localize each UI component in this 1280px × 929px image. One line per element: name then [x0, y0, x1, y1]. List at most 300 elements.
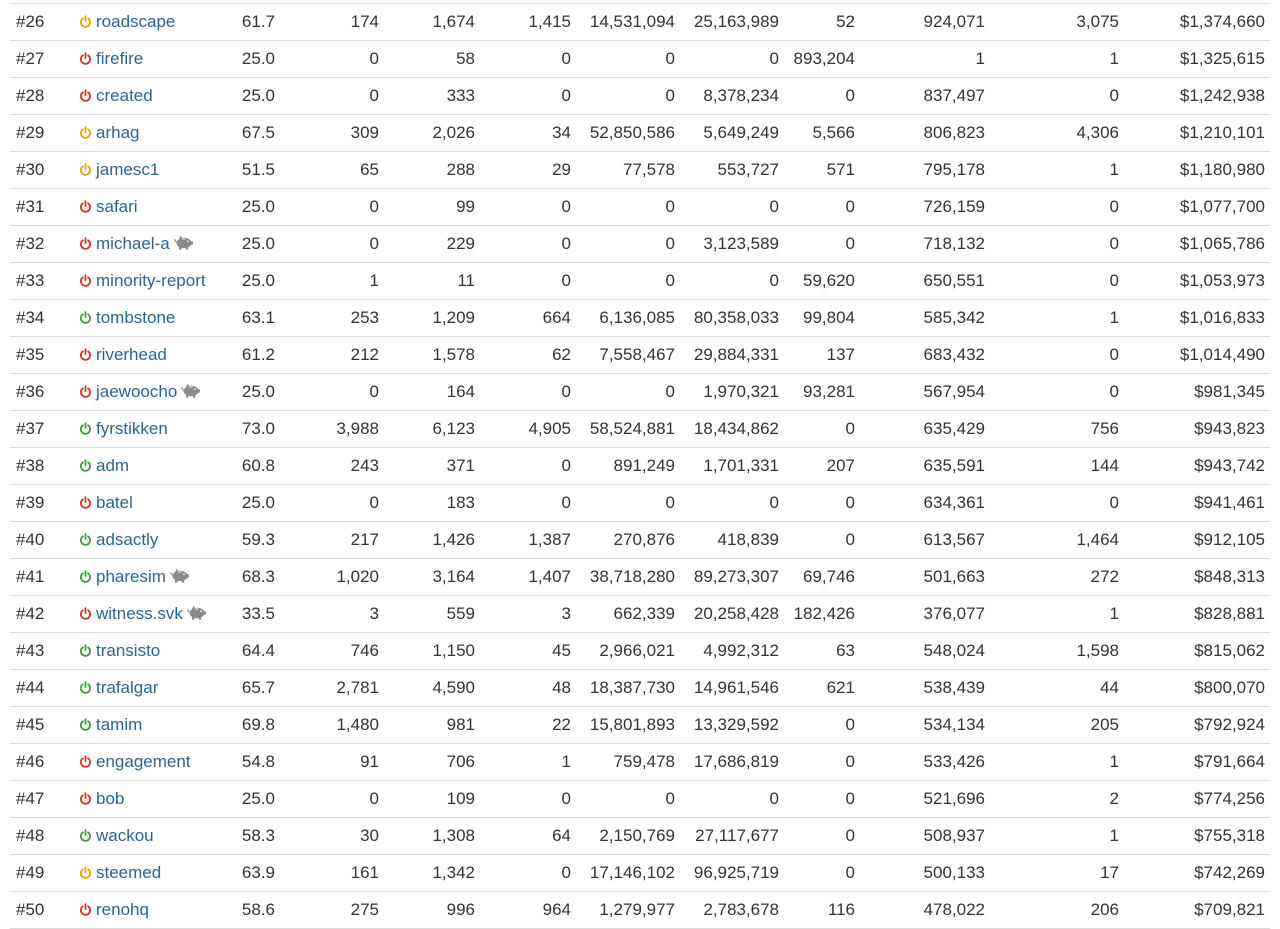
col-col5-cell: 2,150,769 [576, 818, 680, 855]
col-col4-cell: 34 [480, 115, 576, 152]
col-value-cell: $1,242,938 [1124, 78, 1270, 115]
col-col9-cell: 44 [990, 670, 1124, 707]
col-col4-cell: 4,905 [480, 411, 576, 448]
col-value-cell: $943,823 [1124, 411, 1270, 448]
col-col4-cell: 45 [480, 633, 576, 670]
username-link[interactable]: engagement [96, 752, 191, 771]
col-score-cell: 25.0 [220, 781, 280, 818]
piggy-bank-icon [186, 605, 207, 620]
rank-cell: #44 [10, 670, 74, 707]
col-col4-cell: 29 [480, 152, 576, 189]
rank-cell: #26 [10, 4, 74, 41]
user-cell [74, 781, 220, 818]
col-value-cell: $755,318 [1124, 818, 1270, 855]
col-value-cell: $828,881 [1124, 596, 1270, 633]
col-col8-cell: 650,551 [860, 263, 990, 300]
username-link[interactable]: tombstone [96, 308, 176, 327]
rank-cell: #37 [10, 411, 74, 448]
col-col4-cell: 0 [480, 855, 576, 892]
col-col2-cell: 65 [280, 152, 384, 189]
col-score-cell: 25.0 [220, 263, 280, 300]
power-status-icon [79, 420, 92, 433]
col-col2-cell: 0 [280, 485, 384, 522]
col-col3-cell: 3,164 [384, 559, 480, 596]
col-col8-cell: 500,133 [860, 855, 990, 892]
table-row [10, 226, 1270, 263]
col-col9-cell: 4,306 [990, 115, 1124, 152]
user-cell [74, 633, 220, 670]
table-row [10, 189, 1270, 226]
col-col7-cell: 137 [784, 337, 860, 374]
power-status-icon [79, 827, 92, 840]
col-score-cell: 54.8 [220, 744, 280, 781]
col-col4-cell: 0 [480, 485, 576, 522]
col-col4-cell: 0 [480, 781, 576, 818]
col-col9-cell: 1,598 [990, 633, 1124, 670]
col-score-cell: 68.3 [220, 559, 280, 596]
col-score-cell: 59.3 [220, 522, 280, 559]
table-row [10, 4, 1270, 41]
table-row [10, 300, 1270, 337]
table-row [10, 892, 1270, 929]
col-col6-cell: 14,961,546 [680, 670, 784, 707]
col-col3-cell: 1,342 [384, 855, 480, 892]
user-cell [74, 4, 220, 41]
col-score-cell: 69.8 [220, 707, 280, 744]
col-col6-cell: 1,701,331 [680, 448, 784, 485]
col-col9-cell: 144 [990, 448, 1124, 485]
username-link[interactable]: roadscape [96, 12, 176, 31]
col-col2-cell: 1,480 [280, 707, 384, 744]
col-score-cell: 67.5 [220, 115, 280, 152]
col-col5-cell: 0 [576, 263, 680, 300]
col-col6-cell: 0 [680, 41, 784, 78]
col-col9-cell: 0 [990, 189, 1124, 226]
power-status-icon [79, 87, 92, 100]
power-status-icon [79, 790, 92, 803]
power-status-icon [79, 235, 92, 248]
power-status-icon [79, 901, 92, 914]
col-col5-cell: 0 [576, 485, 680, 522]
col-col2-cell: 217 [280, 522, 384, 559]
col-col3-cell: 6,123 [384, 411, 480, 448]
col-col2-cell: 0 [280, 226, 384, 263]
power-status-icon [79, 13, 92, 26]
rank-cell: #36 [10, 374, 74, 411]
rank-cell: #41 [10, 559, 74, 596]
power-status-icon [79, 309, 92, 322]
user-cell [74, 337, 220, 374]
username-link[interactable]: michael-a [96, 234, 170, 253]
table-row [10, 337, 1270, 374]
col-col4-cell: 62 [480, 337, 576, 374]
col-col8-cell: 1 [860, 41, 990, 78]
col-col2-cell: 0 [280, 374, 384, 411]
col-col3-cell: 1,308 [384, 818, 480, 855]
col-col4-cell: 1,387 [480, 522, 576, 559]
user-cell [74, 115, 220, 152]
col-col3-cell: 99 [384, 189, 480, 226]
col-col2-cell: 3,988 [280, 411, 384, 448]
col-col6-cell: 17,686,819 [680, 744, 784, 781]
col-col7-cell: 0 [784, 189, 860, 226]
col-col9-cell: 17 [990, 855, 1124, 892]
col-col7-cell: 59,620 [784, 263, 860, 300]
user-cell [74, 744, 220, 781]
col-col5-cell: 891,249 [576, 448, 680, 485]
col-col3-cell: 2,026 [384, 115, 480, 152]
col-value-cell: $1,065,786 [1124, 226, 1270, 263]
col-col3-cell: 11 [384, 263, 480, 300]
col-col7-cell: 0 [784, 78, 860, 115]
user-cell [74, 596, 220, 633]
col-col8-cell: 567,954 [860, 374, 990, 411]
col-col3-cell: 109 [384, 781, 480, 818]
col-col8-cell: 534,134 [860, 707, 990, 744]
table-row [10, 78, 1270, 115]
col-value-cell: $1,325,615 [1124, 41, 1270, 78]
username-link[interactable]: safari [96, 197, 138, 216]
col-col4-cell: 0 [480, 448, 576, 485]
col-col9-cell: 1 [990, 818, 1124, 855]
rank-cell: #40 [10, 522, 74, 559]
rank-cell: #45 [10, 707, 74, 744]
col-col4-cell: 3 [480, 596, 576, 633]
col-col9-cell: 205 [990, 707, 1124, 744]
rank-cell: #34 [10, 300, 74, 337]
rank-cell: #35 [10, 337, 74, 374]
col-value-cell: $815,062 [1124, 633, 1270, 670]
col-col8-cell: 508,937 [860, 818, 990, 855]
col-col8-cell: 585,342 [860, 300, 990, 337]
power-status-icon [79, 716, 92, 729]
user-cell [74, 485, 220, 522]
col-col5-cell: 15,801,893 [576, 707, 680, 744]
user-cell [74, 818, 220, 855]
rank-cell: #47 [10, 781, 74, 818]
col-col2-cell: 309 [280, 115, 384, 152]
col-col9-cell: 0 [990, 226, 1124, 263]
col-col8-cell: 726,159 [860, 189, 990, 226]
col-col5-cell: 0 [576, 189, 680, 226]
col-col6-cell: 0 [680, 263, 784, 300]
col-col2-cell: 174 [280, 4, 384, 41]
col-col3-cell: 58 [384, 41, 480, 78]
col-col2-cell: 212 [280, 337, 384, 374]
col-col9-cell: 1 [990, 596, 1124, 633]
col-col5-cell: 2,966,021 [576, 633, 680, 670]
power-status-icon [79, 124, 92, 137]
username-link[interactable]: firefire [96, 49, 144, 68]
col-col7-cell: 0 [784, 744, 860, 781]
col-value-cell: $848,313 [1124, 559, 1270, 596]
col-value-cell: $1,180,980 [1124, 152, 1270, 189]
user-cell [74, 522, 220, 559]
username-link[interactable]: batel [96, 493, 133, 512]
col-col7-cell: 0 [784, 855, 860, 892]
col-col7-cell: 52 [784, 4, 860, 41]
col-col3-cell: 1,426 [384, 522, 480, 559]
col-col5-cell: 0 [576, 374, 680, 411]
col-col3-cell: 706 [384, 744, 480, 781]
username-link[interactable]: arhag [96, 123, 140, 142]
col-col5-cell: 1,279,977 [576, 892, 680, 929]
username-link[interactable]: trafalgar [96, 678, 159, 697]
col-value-cell: $1,053,973 [1124, 263, 1270, 300]
col-col6-cell: 29,884,331 [680, 337, 784, 374]
col-value-cell: $1,374,660 [1124, 4, 1270, 41]
rank-cell: #33 [10, 263, 74, 300]
table-row [10, 670, 1270, 707]
col-col3-cell: 1,209 [384, 300, 480, 337]
col-col9-cell: 1,464 [990, 522, 1124, 559]
username-link[interactable]: fyrstikken [96, 419, 168, 438]
col-col4-cell: 0 [480, 263, 576, 300]
username-link[interactable]: transisto [96, 641, 161, 660]
col-col9-cell: 0 [990, 337, 1124, 374]
col-col9-cell: 0 [990, 485, 1124, 522]
username-link[interactable]: pharesim [96, 567, 166, 586]
col-col6-cell: 418,839 [680, 522, 784, 559]
col-col6-cell: 13,329,592 [680, 707, 784, 744]
username-link[interactable]: adsactly [96, 530, 159, 549]
col-col7-cell: 69,746 [784, 559, 860, 596]
username-link[interactable]: adm [96, 456, 130, 475]
col-col9-cell: 1 [990, 744, 1124, 781]
table-row [10, 855, 1270, 892]
col-col2-cell: 746 [280, 633, 384, 670]
col-col3-cell: 164 [384, 374, 480, 411]
col-col6-cell: 89,273,307 [680, 559, 784, 596]
username-link[interactable]: wackou [96, 826, 154, 845]
col-col7-cell: 63 [784, 633, 860, 670]
col-col8-cell: 501,663 [860, 559, 990, 596]
table-row [10, 781, 1270, 818]
col-col2-cell: 0 [280, 781, 384, 818]
col-score-cell: 63.1 [220, 300, 280, 337]
col-col2-cell: 30 [280, 818, 384, 855]
col-col7-cell: 0 [784, 226, 860, 263]
table-row [10, 374, 1270, 411]
table-row [10, 818, 1270, 855]
power-status-icon [79, 383, 92, 396]
col-col6-cell: 20,258,428 [680, 596, 784, 633]
col-score-cell: 60.8 [220, 448, 280, 485]
col-col4-cell: 1 [480, 744, 576, 781]
username-link[interactable]: steemed [96, 863, 162, 882]
col-col3-cell: 4,590 [384, 670, 480, 707]
col-col3-cell: 1,578 [384, 337, 480, 374]
col-col7-cell: 893,204 [784, 41, 860, 78]
col-col8-cell: 635,591 [860, 448, 990, 485]
table-row [10, 485, 1270, 522]
col-col6-cell: 80,358,033 [680, 300, 784, 337]
col-col5-cell: 759,478 [576, 744, 680, 781]
user-cell [74, 448, 220, 485]
piggy-bank-icon [173, 235, 194, 250]
col-col5-cell: 270,876 [576, 522, 680, 559]
col-col8-cell: 376,077 [860, 596, 990, 633]
col-col3-cell: 996 [384, 892, 480, 929]
table-row [10, 115, 1270, 152]
username-link[interactable]: jamesc1 [96, 160, 160, 179]
user-cell [74, 41, 220, 78]
col-col6-cell: 2,783,678 [680, 892, 784, 929]
col-col5-cell: 0 [576, 41, 680, 78]
user-cell [74, 374, 220, 411]
col-col6-cell: 96,925,719 [680, 855, 784, 892]
col-value-cell: $1,016,833 [1124, 300, 1270, 337]
table-row [10, 596, 1270, 633]
col-col3-cell: 288 [384, 152, 480, 189]
col-score-cell: 25.0 [220, 41, 280, 78]
col-col5-cell: 6,136,085 [576, 300, 680, 337]
col-col6-cell: 27,117,677 [680, 818, 784, 855]
col-col8-cell: 533,426 [860, 744, 990, 781]
col-col4-cell: 0 [480, 374, 576, 411]
col-col4-cell: 1,415 [480, 4, 576, 41]
piggy-bank-icon [169, 568, 190, 583]
col-col2-cell: 91 [280, 744, 384, 781]
col-col5-cell: 18,387,730 [576, 670, 680, 707]
leaderboard-table [10, 4, 1270, 929]
col-col6-cell: 18,434,862 [680, 411, 784, 448]
col-col5-cell: 7,558,467 [576, 337, 680, 374]
user-cell [74, 78, 220, 115]
username-link[interactable]: renohq [96, 900, 149, 919]
col-col8-cell: 806,823 [860, 115, 990, 152]
col-col5-cell: 14,531,094 [576, 4, 680, 41]
col-value-cell: $981,345 [1124, 374, 1270, 411]
col-col9-cell: 1 [990, 152, 1124, 189]
col-score-cell: 65.7 [220, 670, 280, 707]
col-col3-cell: 1,674 [384, 4, 480, 41]
col-score-cell: 58.3 [220, 818, 280, 855]
username-link[interactable]: tamim [96, 715, 143, 734]
col-col8-cell: 538,439 [860, 670, 990, 707]
col-col5-cell: 77,578 [576, 152, 680, 189]
col-col4-cell: 0 [480, 189, 576, 226]
col-score-cell: 25.0 [220, 189, 280, 226]
col-col5-cell: 0 [576, 226, 680, 263]
user-cell [74, 263, 220, 300]
col-col6-cell: 3,123,589 [680, 226, 784, 263]
username-link[interactable]: riverhead [96, 345, 167, 364]
col-col2-cell: 161 [280, 855, 384, 892]
user-cell [74, 855, 220, 892]
power-status-icon [79, 864, 92, 877]
col-col6-cell: 5,649,249 [680, 115, 784, 152]
col-col5-cell: 17,146,102 [576, 855, 680, 892]
col-col7-cell: 116 [784, 892, 860, 929]
power-status-icon [79, 198, 92, 211]
username-link[interactable]: created [96, 86, 153, 105]
col-col8-cell: 521,696 [860, 781, 990, 818]
col-value-cell: $742,269 [1124, 855, 1270, 892]
col-value-cell: $943,742 [1124, 448, 1270, 485]
col-col3-cell: 1,150 [384, 633, 480, 670]
col-col3-cell: 333 [384, 78, 480, 115]
username-link[interactable]: minority-report [96, 271, 206, 290]
table-body [10, 4, 1270, 929]
col-col3-cell: 981 [384, 707, 480, 744]
col-score-cell: 51.5 [220, 152, 280, 189]
col-col9-cell: 2 [990, 781, 1124, 818]
rank-cell: #49 [10, 855, 74, 892]
user-cell [74, 707, 220, 744]
col-col8-cell: 837,497 [860, 78, 990, 115]
col-col9-cell: 3,075 [990, 4, 1124, 41]
table-row [10, 263, 1270, 300]
col-col6-cell: 553,727 [680, 152, 784, 189]
col-col8-cell: 613,567 [860, 522, 990, 559]
col-col4-cell: 0 [480, 78, 576, 115]
col-score-cell: 63.9 [220, 855, 280, 892]
username-link[interactable]: jaewoocho [96, 382, 178, 401]
rank-cell: #30 [10, 152, 74, 189]
col-col7-cell: 5,566 [784, 115, 860, 152]
col-col6-cell: 8,378,234 [680, 78, 784, 115]
rank-cell: #46 [10, 744, 74, 781]
col-value-cell: $800,070 [1124, 670, 1270, 707]
rank-cell: #39 [10, 485, 74, 522]
power-status-icon [79, 605, 92, 618]
col-col2-cell: 0 [280, 41, 384, 78]
col-value-cell: $1,077,700 [1124, 189, 1270, 226]
col-col7-cell: 0 [784, 411, 860, 448]
power-status-icon [79, 753, 92, 766]
col-col5-cell: 58,524,881 [576, 411, 680, 448]
col-score-cell: 25.0 [220, 485, 280, 522]
user-cell [74, 670, 220, 707]
col-col2-cell: 275 [280, 892, 384, 929]
col-col7-cell: 0 [784, 818, 860, 855]
col-col7-cell: 0 [784, 485, 860, 522]
col-col5-cell: 0 [576, 781, 680, 818]
col-value-cell: $709,821 [1124, 892, 1270, 929]
username-link[interactable]: witness.svk [96, 604, 183, 623]
col-value-cell: $774,256 [1124, 781, 1270, 818]
power-status-icon [79, 568, 92, 581]
col-col3-cell: 229 [384, 226, 480, 263]
table-row [10, 41, 1270, 78]
col-col8-cell: 718,132 [860, 226, 990, 263]
col-col6-cell: 0 [680, 485, 784, 522]
col-score-cell: 61.7 [220, 4, 280, 41]
col-value-cell: $941,461 [1124, 485, 1270, 522]
col-col6-cell: 0 [680, 781, 784, 818]
col-score-cell: 58.6 [220, 892, 280, 929]
col-score-cell: 61.2 [220, 337, 280, 374]
col-col6-cell: 4,992,312 [680, 633, 784, 670]
col-col9-cell: 0 [990, 263, 1124, 300]
col-col9-cell: 1 [990, 41, 1124, 78]
rank-cell: #27 [10, 41, 74, 78]
col-col5-cell: 38,718,280 [576, 559, 680, 596]
col-col9-cell: 756 [990, 411, 1124, 448]
col-value-cell: $1,014,490 [1124, 337, 1270, 374]
col-score-cell: 33.5 [220, 596, 280, 633]
user-cell [74, 411, 220, 448]
power-status-icon [79, 531, 92, 544]
col-col3-cell: 559 [384, 596, 480, 633]
col-col7-cell: 621 [784, 670, 860, 707]
rank-cell: #32 [10, 226, 74, 263]
col-col8-cell: 634,361 [860, 485, 990, 522]
table-row [10, 152, 1270, 189]
table-row [10, 448, 1270, 485]
username-link[interactable]: bob [96, 789, 125, 808]
